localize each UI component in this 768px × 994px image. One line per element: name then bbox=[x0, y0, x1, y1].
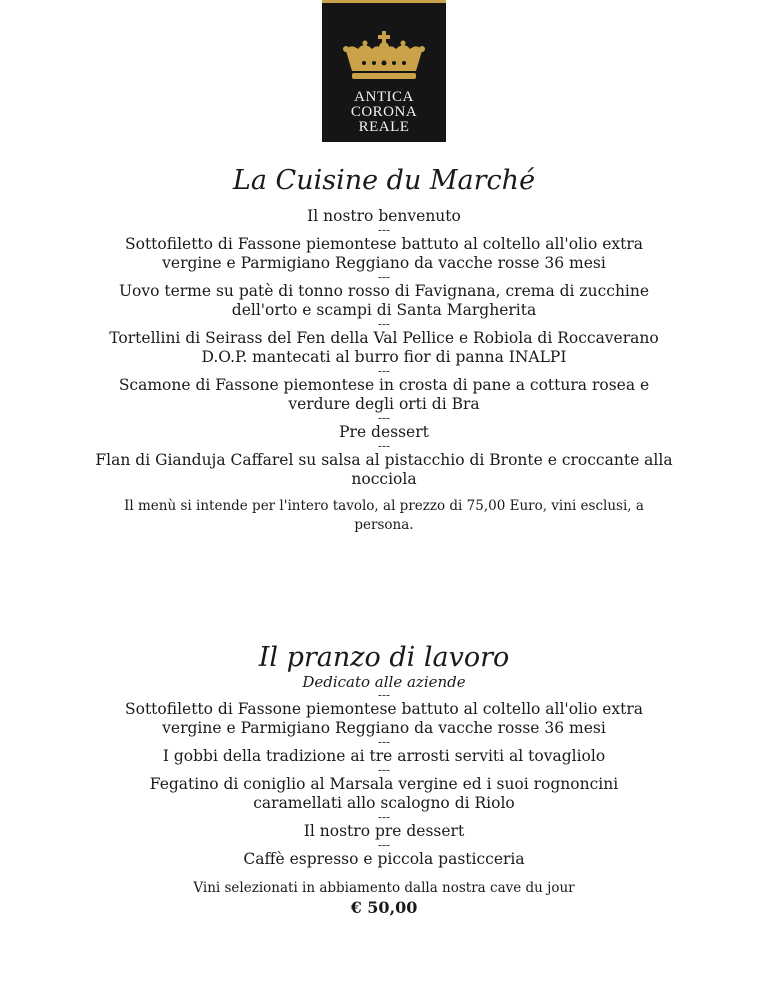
dish-item: Tortellini di Seirass del Fen della Val Pellice e Robiola di Roccaverano D.O.P. mantecati al burro fior di panna INALPI bbox=[109, 329, 659, 366]
separator: --- bbox=[377, 364, 391, 378]
separator: --- bbox=[377, 838, 391, 852]
separator: --- bbox=[377, 688, 391, 702]
wine-note: Vini selezionati in abbiamento dalla nostra cave du jour bbox=[193, 880, 575, 896]
dish-item: I gobbi della tradizione ai tre arrosti serviti al tovagliolo bbox=[162, 747, 606, 765]
dish-item: Flan di Gianduja Caffarel su salsa al pistacchio di Bronte e croccante alla nocciola bbox=[95, 451, 673, 488]
separator: --- bbox=[377, 223, 391, 237]
crown-icon bbox=[340, 29, 428, 85]
logo-line: REALE bbox=[358, 119, 410, 135]
logo-line: CORONA bbox=[350, 104, 418, 120]
dish-item: Caffè espresso e piccola pasticceria bbox=[243, 850, 525, 868]
dish-item: Fegatino di coniglio al Marsala vergine ed i suoi rognoncini caramellati allo scalogno di Riolo bbox=[149, 775, 619, 812]
dish-item: Uovo terme su patè di tonno rosso di Favignana, crema di zucchine dell'orto e scampi di Santa Margherita bbox=[118, 282, 650, 319]
separator: --- bbox=[377, 439, 391, 453]
dish-item: Il nostro pre dessert bbox=[303, 822, 465, 840]
dish-item: Pre dessert bbox=[339, 423, 429, 441]
dish-item: Sottofiletto di Fassone piemontese battuto al coltello all'olio extra vergine e Parmigiano Reggiano da vacche rosse 36 mesi bbox=[125, 235, 643, 272]
separator: --- bbox=[377, 317, 391, 331]
separator: --- bbox=[377, 411, 391, 425]
menu-pranzo-di-lavoro bbox=[0, 643, 768, 918]
separator: --- bbox=[377, 735, 391, 749]
dish-item: Sottofiletto di Fassone piemontese battuto al coltello all'olio extra vergine e Parmigiano Reggiano da vacche rosse 36 mesi bbox=[125, 700, 643, 737]
menu-title: La Cuisine du Marché bbox=[232, 165, 536, 196]
dish-item: Il nostro benvenuto bbox=[307, 207, 461, 225]
separator: --- bbox=[377, 810, 391, 824]
logo-wordmark bbox=[322, 90, 446, 135]
price-note: Il menù si intende per l'intero tavolo, al prezzo di 75,00 Euro, vini esclusi, a persona. bbox=[124, 498, 644, 533]
separator: --- bbox=[377, 270, 391, 284]
separator: --- bbox=[377, 763, 391, 777]
menu-title: Il pranzo di lavoro bbox=[258, 642, 510, 673]
menu-subtitle: Dedicato alle aziende bbox=[302, 673, 466, 691]
restaurant-logo bbox=[322, 0, 446, 142]
menu-price: € 50,00 bbox=[350, 898, 418, 917]
logo-line: ANTICA bbox=[354, 89, 414, 105]
menu1-dishes bbox=[0, 207, 768, 535]
dish-item: Scamone di Fassone piemontese in crosta di pane a cottura rosea e verdure degli orti di Bra bbox=[118, 376, 650, 413]
menu-cuisine-du-marche bbox=[0, 166, 768, 196]
